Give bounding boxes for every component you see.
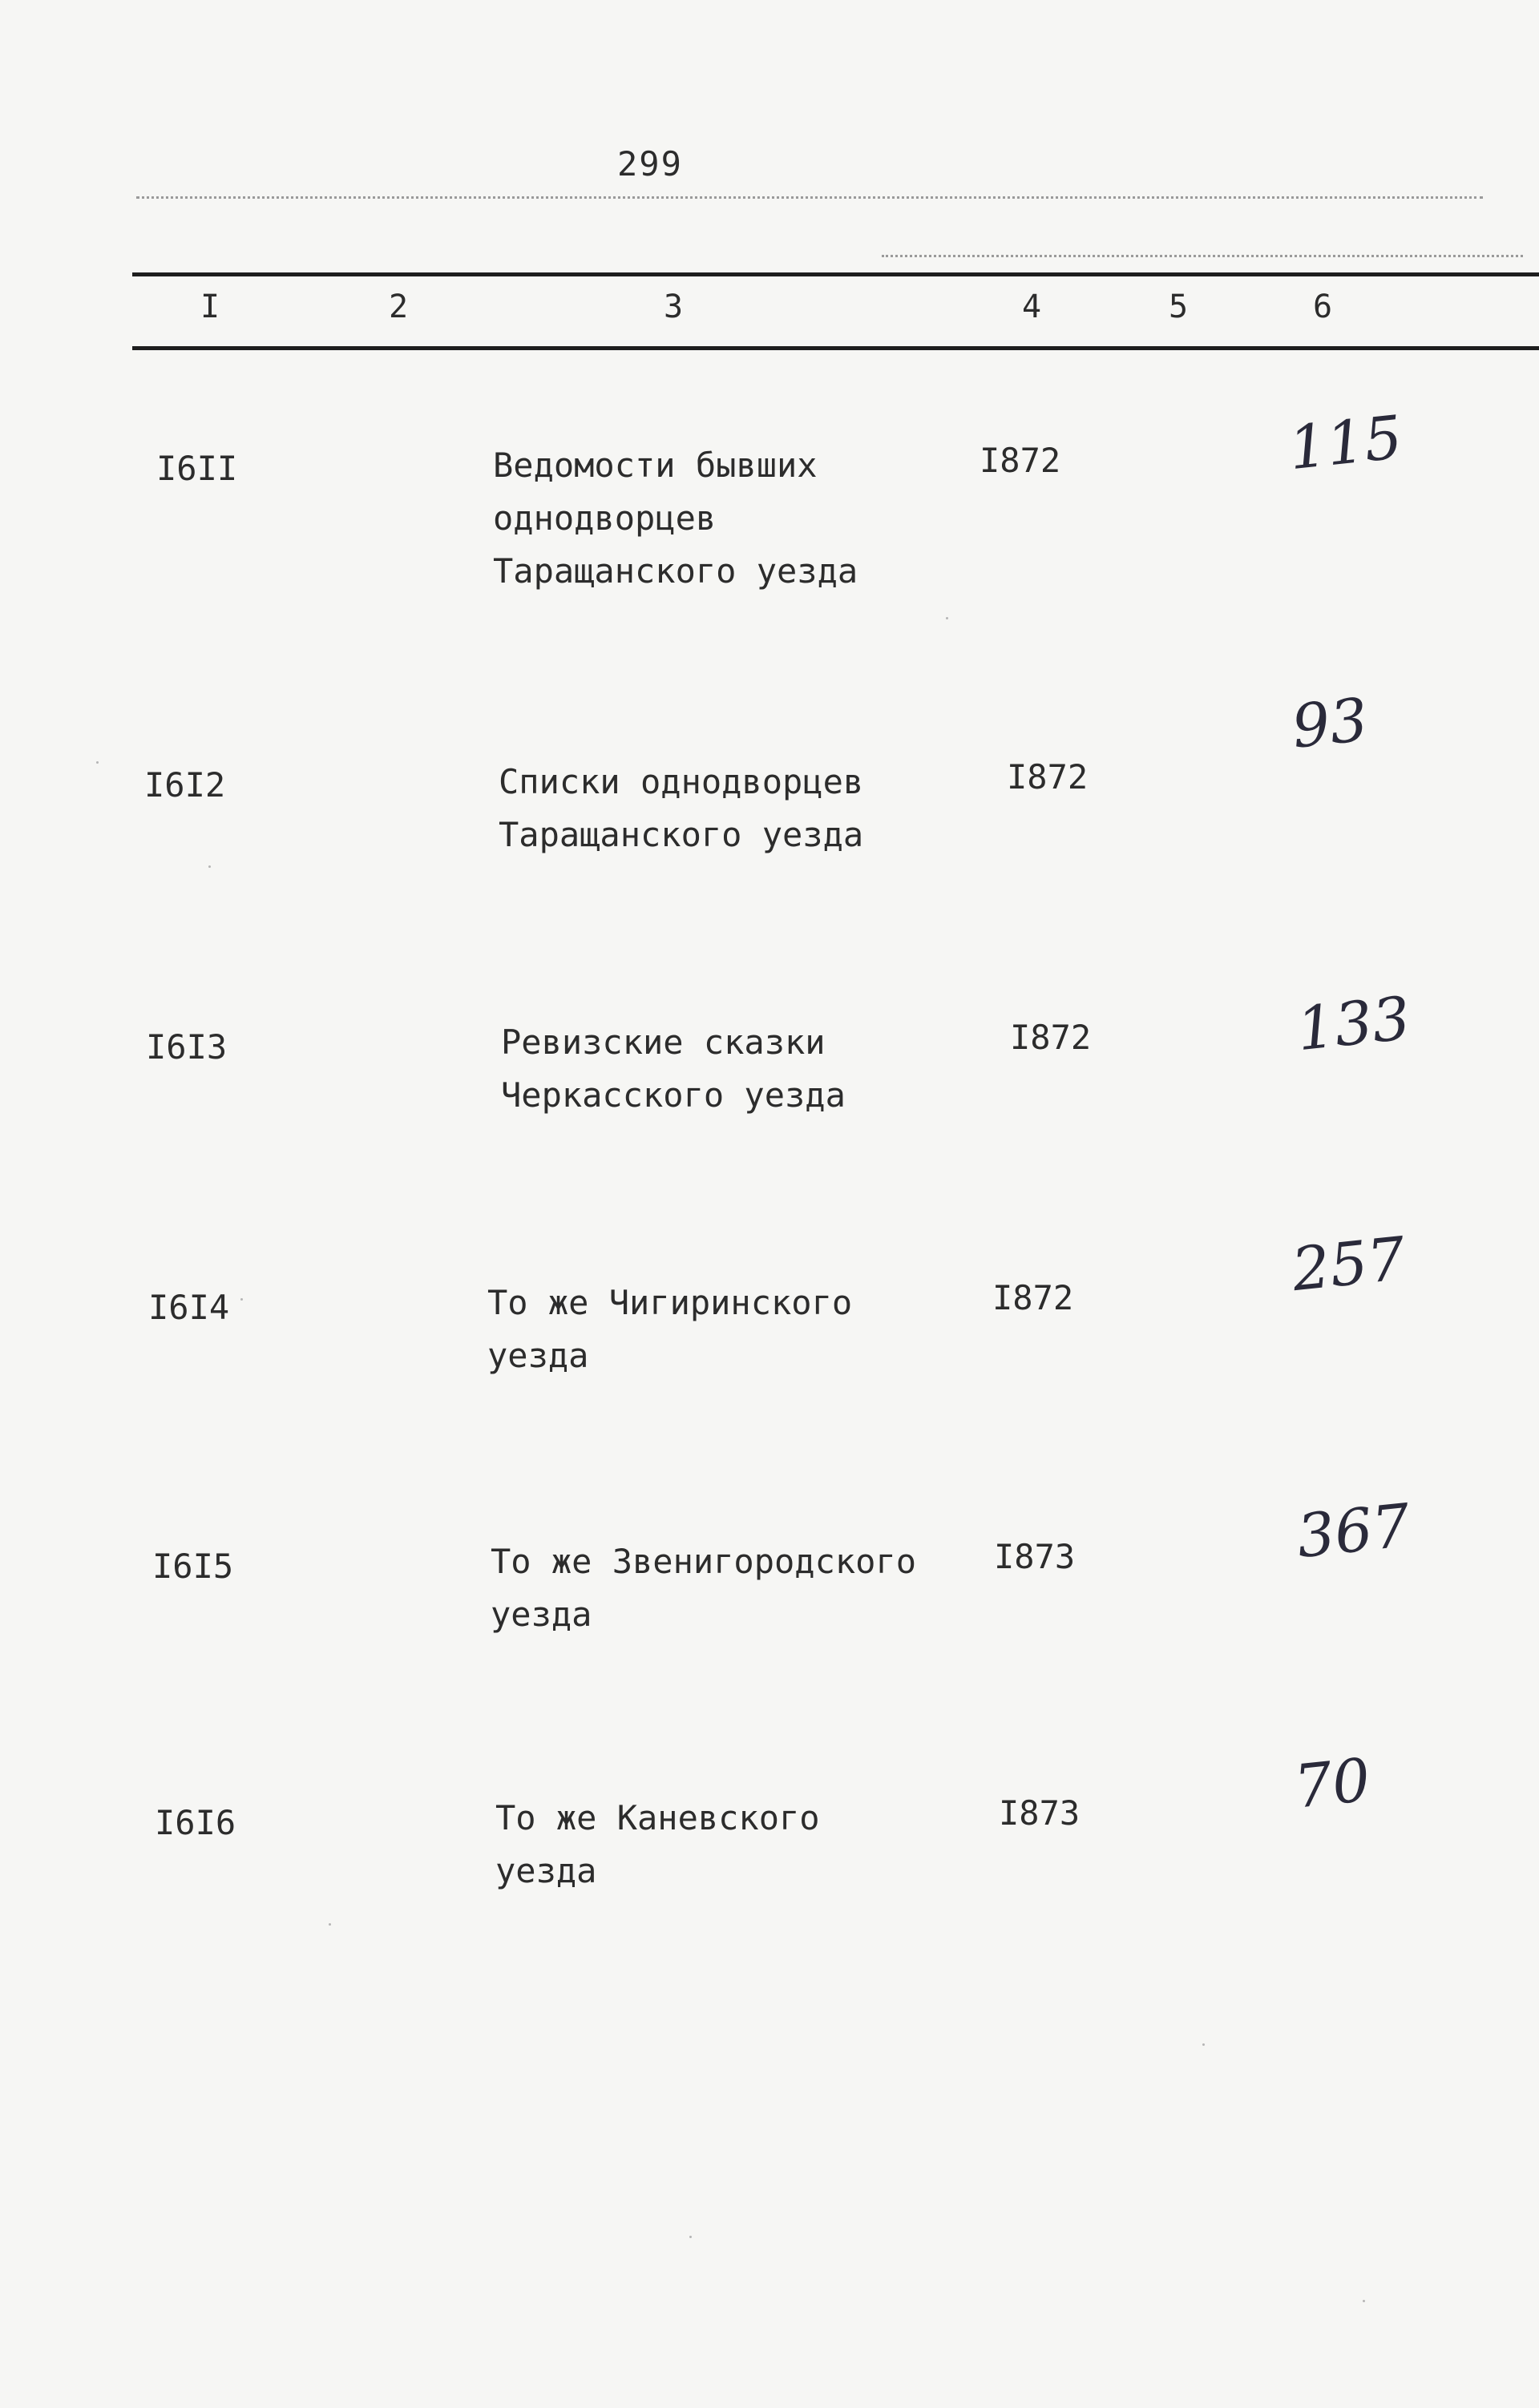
scan-speck [96,761,99,764]
item-year: I873 [994,1537,1076,1576]
item-title: То же Каневского уезда [495,1798,820,1890]
item-year: I873 [999,1793,1081,1833]
item-title: Списки однодворцев Таращанского уезда [499,762,864,854]
scan-speck [689,2236,692,2238]
column-header-1: I [200,288,220,325]
item-title: Ревизские сказки Черкасского уезда [501,1022,846,1115]
scan-speck [329,1923,331,1926]
dotted-guide-line-2 [882,255,1523,257]
item-year: I872 [1010,1018,1092,1057]
scan-speck [946,617,948,619]
sheet-count: 93 [1288,685,1371,762]
item-number: I6I6 [155,1803,236,1842]
item-number: I6I2 [144,765,226,805]
scan-speck [1363,2300,1365,2302]
item-title: То же Звенигородского уезда [491,1542,917,1634]
sheet-count: 367 [1293,1490,1414,1572]
item-number: I6II [156,449,238,488]
column-header-5: 5 [1169,288,1189,325]
column-header-2: 2 [389,288,409,325]
item-number: I6I3 [146,1027,228,1067]
item-number: I6I4 [148,1288,230,1327]
item-number: I6I5 [152,1547,234,1586]
scan-speck [1202,2043,1205,2046]
scan-speck [208,865,211,868]
header-bottom-rule [132,346,1539,350]
column-header-3: 3 [664,288,684,325]
sheet-count: 133 [1293,983,1414,1065]
dotted-guide-line [136,196,1483,199]
column-header-6: 6 [1313,288,1333,325]
item-title: То же Чигиринского уезда [487,1283,853,1375]
sheet-count: 115 [1285,402,1406,484]
sheet-count: 70 [1291,1745,1374,1822]
item-year: I872 [980,441,1061,480]
header-top-rule [132,272,1539,276]
sheet-count: 257 [1288,1224,1409,1305]
scan-speck [240,1298,243,1301]
item-title: Ведомости бывших однодворцев Таращанского уезда [493,446,858,591]
page-number: 299 [617,144,683,184]
column-header-4: 4 [1022,288,1042,325]
item-year: I872 [992,1278,1074,1317]
item-year: I872 [1007,757,1089,797]
